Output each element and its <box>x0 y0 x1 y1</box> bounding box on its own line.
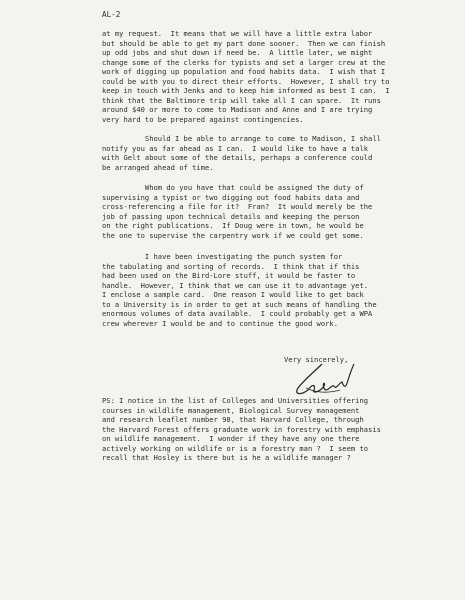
closing: Very sincerely, <box>284 355 349 364</box>
letter-line: Whom do you have that could be assigned the duty of <box>102 183 364 192</box>
letter-line: enormous volumes of data available. I could probably get a WPA <box>102 309 373 318</box>
letter-line: supervising a typist or two digging out food habits data and <box>102 192 360 202</box>
letter-line: to a University is in order to get at such means of handling the <box>102 299 377 309</box>
letter-line: I have been investigating the punch system for <box>102 252 343 261</box>
postscript-line: actively working on wildlife or is a forestry man ? I seem to <box>102 443 369 453</box>
letter-line: up odd jobs and shut down if need be. A little later, we might <box>102 48 373 57</box>
postscript-line: PS: I notice in the list of Colleges and Universities offering <box>102 396 369 405</box>
postscript-line: recall that Hosley is there but is he a wildlife manager ? <box>102 453 351 462</box>
letter-line: keep in touch with Jenks and to keep him informed as best I can. I <box>102 86 390 95</box>
letter-line: be arranged ahead of time. <box>102 162 214 172</box>
letter-line: at my request. It means that we will have a little extra labor <box>102 29 373 38</box>
letter-line: crew wherever I would be and to continue the good work. <box>102 318 338 328</box>
postscript-line: and research leaflet number 98, that Harvard College, through <box>102 415 364 424</box>
letter-line: could be with you to direct their efforts. However, I shall try to <box>102 76 390 86</box>
letter-line: change some of the clerks for typists and set a larger crew at the <box>102 57 386 67</box>
handwritten-signature <box>270 362 360 398</box>
letter-line: Should I be able to arrange to come to Madison, I shall <box>102 134 381 143</box>
postscript-line: the Harvard Forest offers graduate work in forestry with emphasis <box>102 424 381 434</box>
postscript-line: on wildlife management. I wonder if they have any one there <box>102 434 360 443</box>
postscript-line: courses in wildlife management, Biological Survey management <box>102 405 360 415</box>
letter-line: the tabulating and sorting of records. I think that if this <box>102 261 360 271</box>
letter-line: think that the Baltimore trip will take all I can spare. It runs <box>102 95 381 105</box>
page-reference: AL-2 <box>102 10 121 19</box>
letter-line: job of passing upon technical details and keeping the person <box>102 211 360 221</box>
letter-line: around $40 or more to come to Madison and Anne and I are trying <box>102 105 373 114</box>
letter-line: cross-referencing a file for it? Fran? It would merely be the <box>102 202 373 211</box>
letter-line: with Gelt about some of the details, perhaps a conference could <box>102 153 373 162</box>
letter-line: but should be able to get my part done sooner. Then we can finish <box>102 38 386 48</box>
letter-line: had been used on the Bird-Lore stuff, it would be faster to <box>102 271 356 280</box>
letter-line: handle. However, I think that we can use it to advantage yet. <box>102 280 369 290</box>
letter-line: I enclose a sample card. One reason I would like to get back <box>102 290 364 299</box>
letter-line: notify you as far ahead as I can. I would like to have a talk <box>102 143 369 153</box>
letter-line: on the right publications. If Doug were in town, he would be <box>102 221 364 230</box>
letter-line: very hard to be prepared against contingencies. <box>102 114 304 124</box>
letter-line: work of digging up population and food habits data. I wish that I <box>102 67 386 76</box>
letter-line: the one to supervise the carpentry work if we could get some. <box>102 230 364 240</box>
